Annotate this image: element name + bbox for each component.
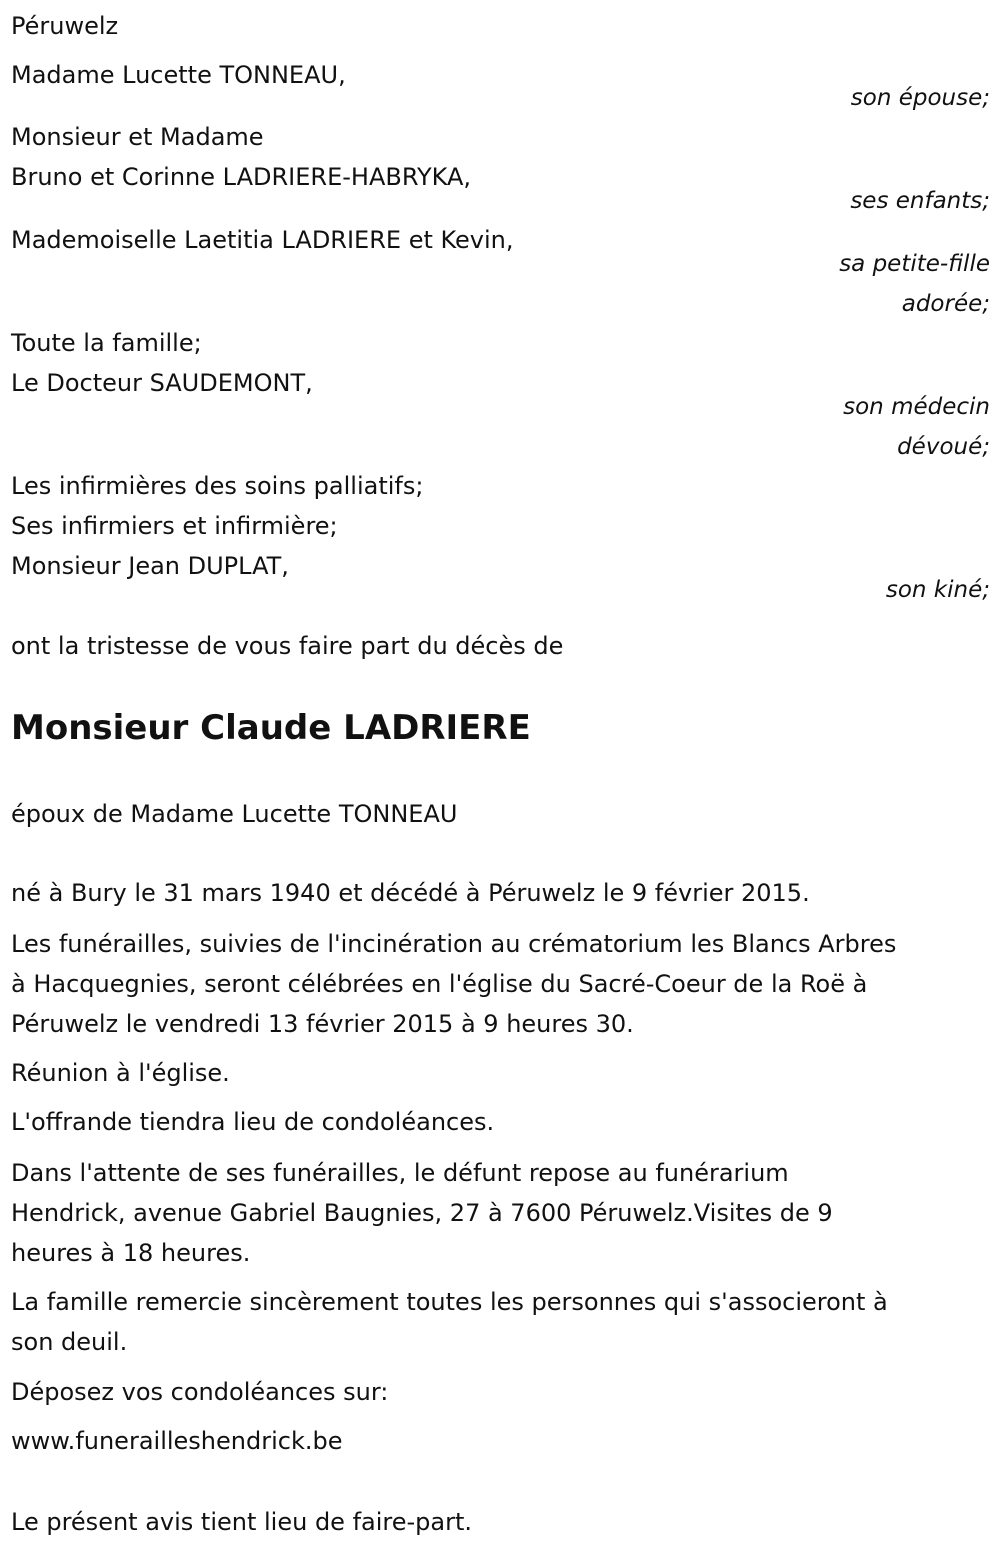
funeral-line: à Hacquegnies, seront célébrées en l'église du Sacré-Coeur de la Roë à	[11, 970, 868, 998]
announcement: ont la tristesse de vous faire part du décès de	[11, 632, 564, 660]
meeting: Réunion à l'église.	[11, 1059, 230, 1087]
condolences-label: Déposez vos condoléances sur:	[11, 1378, 389, 1406]
family-member-line: Monsieur et Madame	[11, 123, 264, 151]
thanks-line: son deuil.	[11, 1328, 128, 1356]
birth-death: né à Bury le 31 mars 1940 et décédé à Péruwelz le 9 février 2015.	[11, 879, 810, 907]
family-member-line: Bruno et Corinne LADRIERE-HABRYKA,	[11, 163, 471, 191]
thanks-line: La famille remercie sincèrement toutes les personnes qui s'associeront à	[11, 1288, 888, 1316]
family-relation: dévoué;	[897, 434, 990, 460]
family-member-line: Monsieur Jean DUPLAT,	[11, 552, 289, 580]
funeral-line: Les funérailles, suivies de l'incinération au crématorium les Blancs Arbres	[11, 930, 897, 958]
repose-line: heures à 18 heures.	[11, 1239, 251, 1267]
website-link[interactable]: www.funerailleshendrick.be	[11, 1427, 343, 1455]
location: Péruwelz	[11, 12, 119, 40]
family-relation: son kiné;	[885, 577, 990, 603]
family-member-line: Les infirmières des soins palliatifs;	[11, 472, 424, 500]
family-relation: ses enfants;	[850, 188, 990, 214]
repose-line: Hendrick, avenue Gabriel Baugnies, 27 à 7600 Péruwelz.Visites de 9	[11, 1199, 833, 1227]
footer-note: Le présent avis tient lieu de faire-part.	[11, 1508, 473, 1536]
family-member-line: Madame Lucette TONNEAU,	[11, 61, 346, 89]
deceased-name: Monsieur Claude LADRIERE	[11, 708, 531, 748]
spouse-line: époux de Madame Lucette TONNEAU	[11, 800, 458, 828]
family-relation: son médecin	[843, 394, 990, 420]
repose-line: Dans l'attente de ses funérailles, le défunt repose au funérarium	[11, 1159, 789, 1187]
family-member-line: Toute la famille;	[11, 329, 202, 357]
offering: L'offrande tiendra lieu de condoléances.	[11, 1108, 495, 1136]
family-relation: son épouse;	[850, 85, 990, 111]
family-member-line: Le Docteur SAUDEMONT,	[11, 369, 313, 397]
funeral-line: Péruwelz le vendredi 13 février 2015 à 9 heures 30.	[11, 1010, 634, 1038]
family-member-line: Ses infirmiers et infirmière;	[11, 512, 338, 540]
family-relation: adorée;	[901, 291, 990, 317]
family-relation: sa petite-fille	[839, 251, 990, 277]
family-member-line: Mademoiselle Laetitia LADRIERE et Kevin,	[11, 226, 514, 254]
